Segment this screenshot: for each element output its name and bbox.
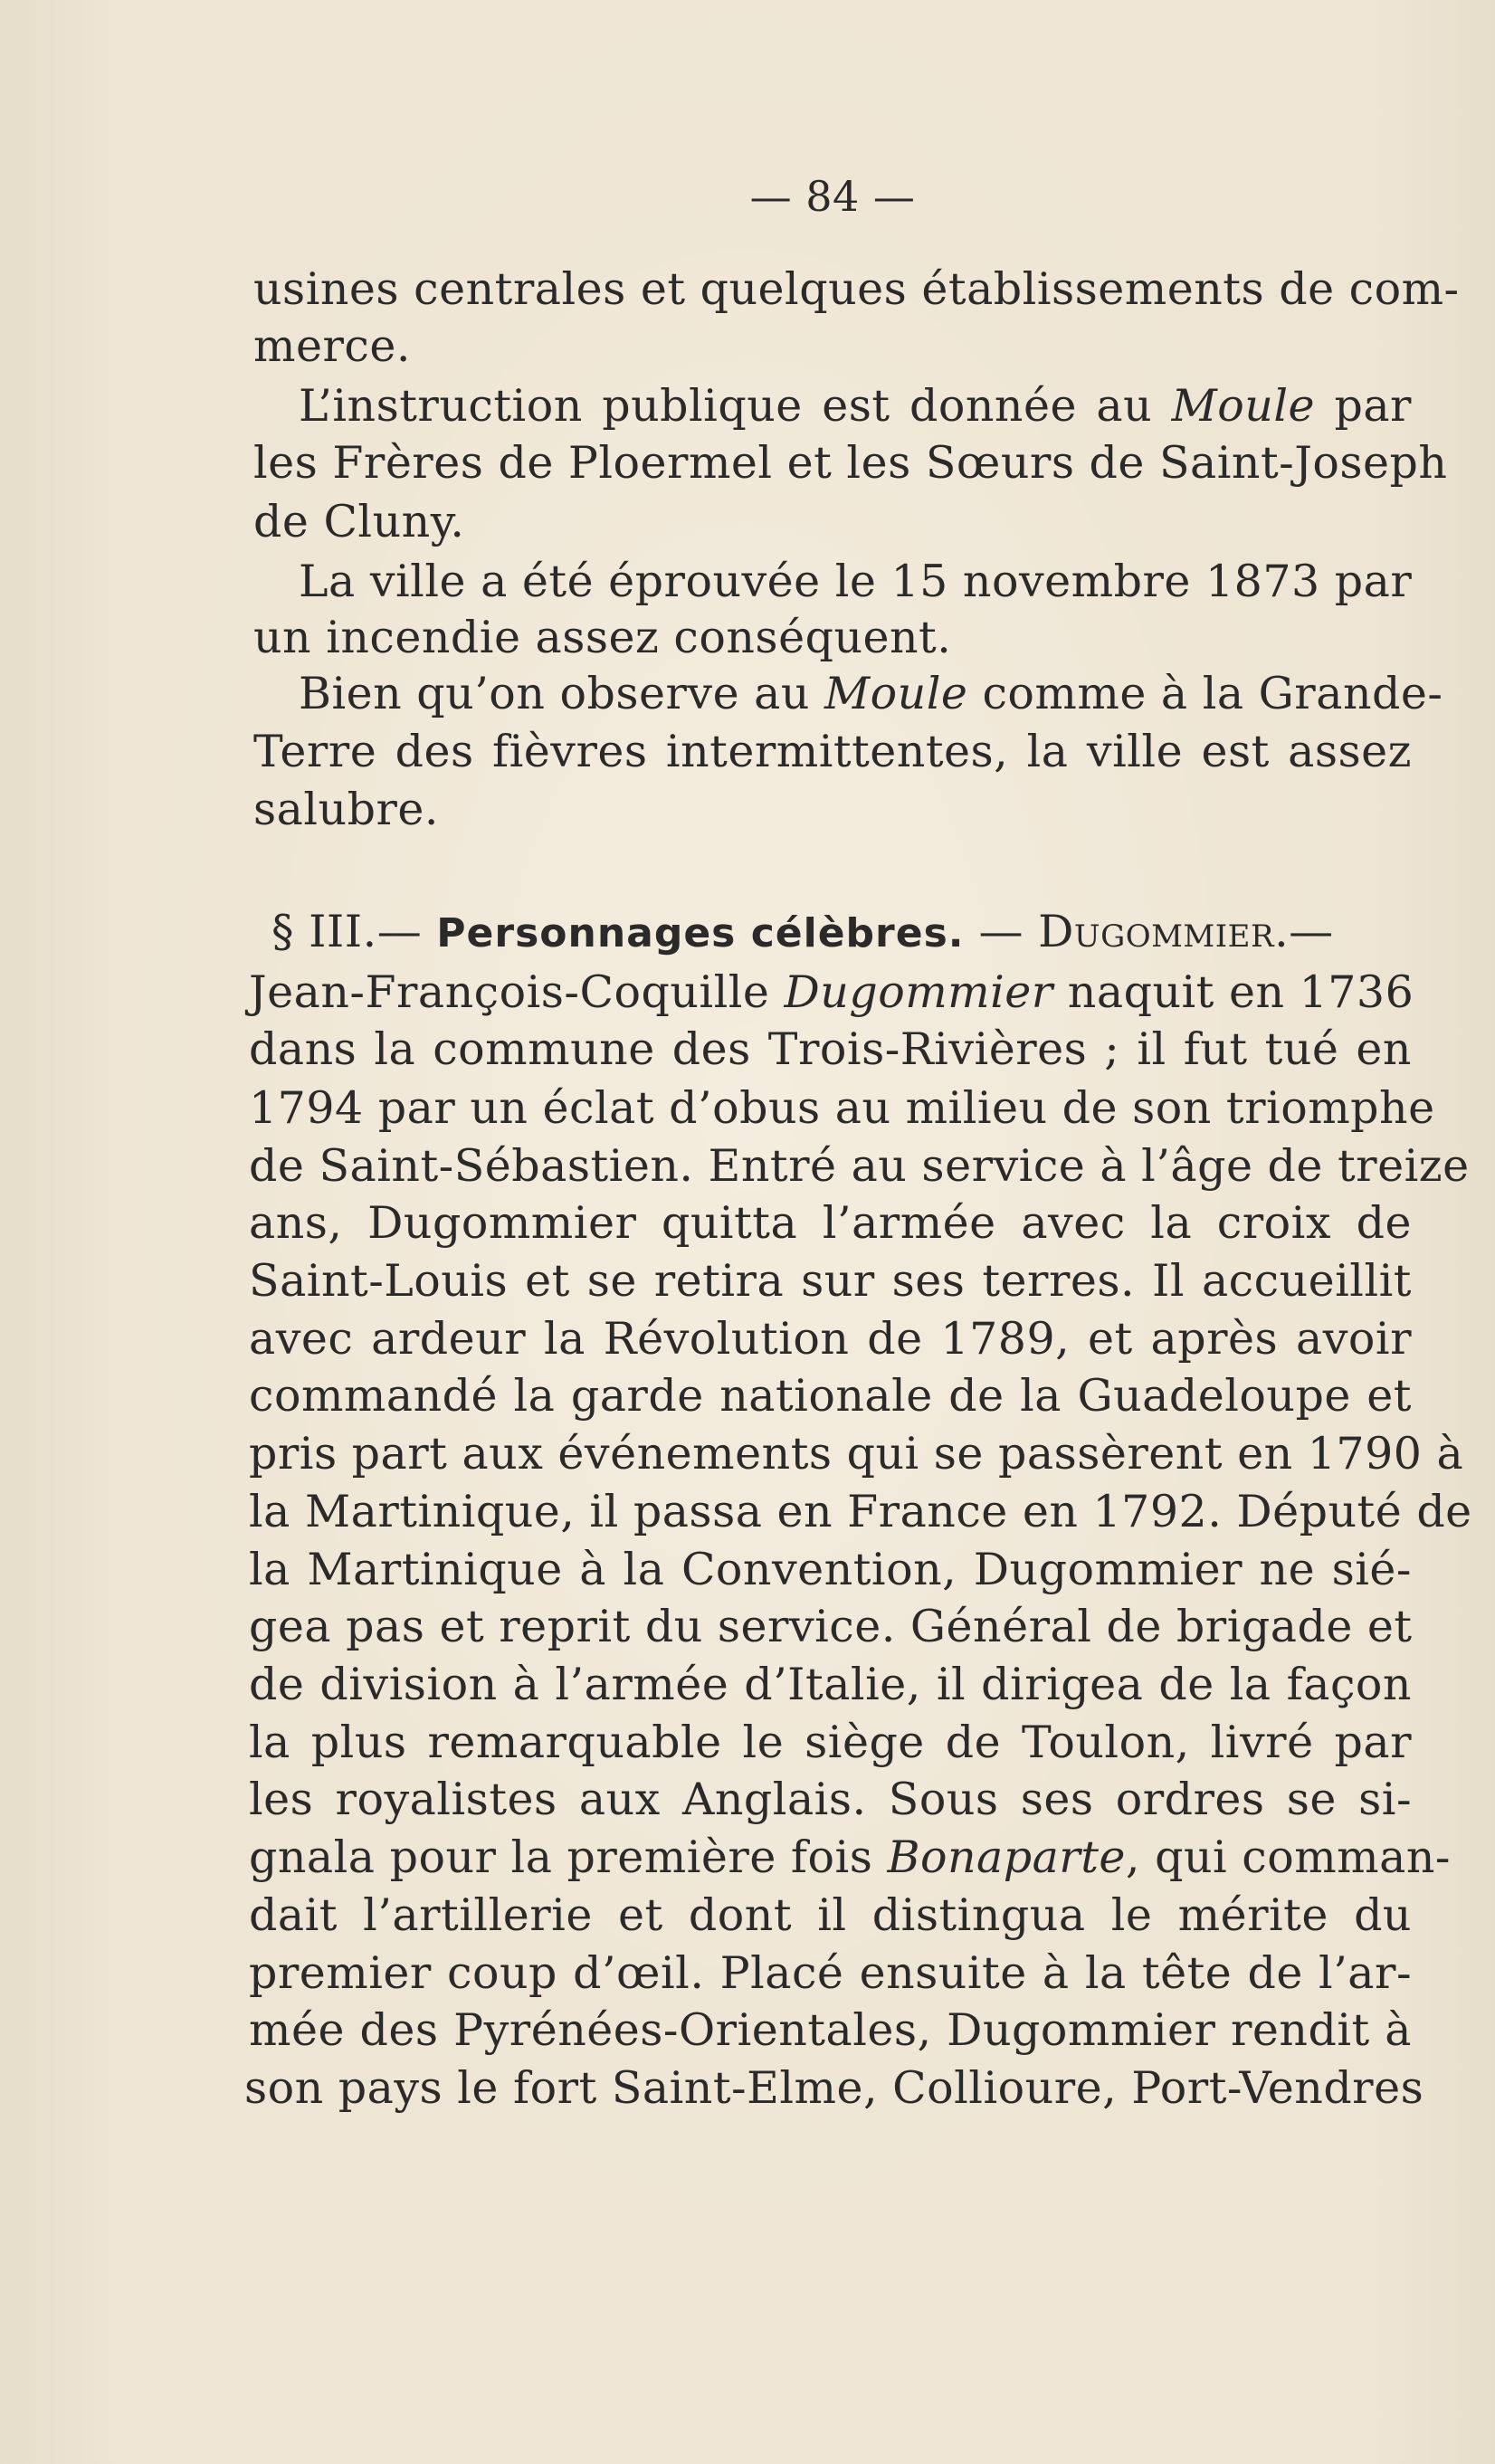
dash: — — [964, 906, 1039, 957]
text-line: avec ardeur la Révolution de 1789, et après avoir — [249, 1313, 1412, 1365]
text-line: Terre des fièvres intermittentes, la ville est assez — [253, 726, 1412, 777]
text-fragment: par — [1315, 380, 1412, 432]
text-line: merce. — [253, 320, 411, 372]
person-name: Bonaparte — [887, 1831, 1126, 1883]
text-fragment: Jean-François-Coquille — [249, 966, 785, 1018]
subject-name: Dugommier — [1038, 906, 1275, 957]
text-line: salubre. — [253, 784, 439, 835]
text-line: mée des Pyrénées-Orientales, Dugommier rendit à — [249, 2004, 1412, 2056]
page-number: — 84 — — [749, 172, 916, 221]
text-line — [249, 1831, 1451, 1883]
place-name: Moule — [1171, 380, 1316, 432]
text-line: ans, Dugommier quitta l’armée avec la croix de — [249, 1197, 1412, 1249]
text-line: les Frères de Ploermel et les Sœurs de Saint-Joseph — [253, 437, 1448, 489]
text-line: pris part aux événements qui se passèrent en 1790 à — [249, 1428, 1464, 1479]
text-line: son pays le fort Saint-Elme, Collioure, Port-Vendres — [244, 2062, 1424, 2114]
person-name: Dugommier — [784, 966, 1053, 1018]
text-fragment: L’instruction publique est donnée au — [299, 380, 1172, 432]
text-fragment: , qui comman- — [1125, 1831, 1451, 1883]
text-line: gea pas et reprit du service. Général de brigade et — [249, 1601, 1413, 1652]
section-heading — [271, 906, 1334, 957]
text-line: 1794 par un éclat d’obus au milieu de son triomphe — [249, 1082, 1435, 1134]
text-line: Saint-Louis et se retira sur ses terres. Il accueillit — [249, 1255, 1412, 1307]
text-line: premier coup d’œil. Placé ensuite à la tête de l’ar- — [249, 1947, 1412, 1999]
text-fragment: naquit en 1736 — [1052, 966, 1414, 1018]
dash: .— — [1274, 906, 1334, 957]
text-line: usines centrales et quelques établissements de com- — [253, 263, 1460, 315]
text-line: les royalistes aux Anglais. Sous ses ordres se si- — [249, 1774, 1412, 1825]
text-fragment: comme à la Grande- — [967, 668, 1443, 719]
text-line: de division à l’armée d’Italie, il dirigea de la façon — [249, 1659, 1412, 1710]
text-line: la plus remarquable le siège de Toulon, livré par — [249, 1717, 1412, 1768]
place-name: Moule — [824, 668, 968, 719]
text-line: dans la commune des Trois-Rivières ; il fut tué en — [249, 1023, 1412, 1075]
text-line: de Saint-Sébastien. Entré au service à l’âge de treize — [249, 1140, 1470, 1192]
text-line: de Cluny. — [253, 496, 465, 547]
text-line: La ville a été éprouvée le 15 novembre 1873 par — [299, 556, 1413, 607]
section-number: § III.— — [271, 906, 437, 957]
text-fragment: Bien qu’on observe au — [299, 668, 824, 719]
text-line — [249, 966, 1414, 1018]
section-title: Personnages célèbres. — [436, 910, 965, 956]
text-line: la Martinique, il passa en France en 1792. Député de — [249, 1486, 1472, 1537]
text-fragment: gnala pour la première fois — [249, 1831, 888, 1883]
text-line: la Martinique à la Convention, Dugommier ne sié- — [249, 1544, 1412, 1595]
text-line: commandé la garde nationale de la Guadeloupe et — [249, 1370, 1412, 1422]
text-line — [299, 380, 1412, 432]
text-line: un incendie assez conséquent. — [253, 612, 952, 663]
text-line — [299, 668, 1443, 719]
text-line: dait l’artillerie et dont il distingua le mérite du — [249, 1889, 1412, 1941]
